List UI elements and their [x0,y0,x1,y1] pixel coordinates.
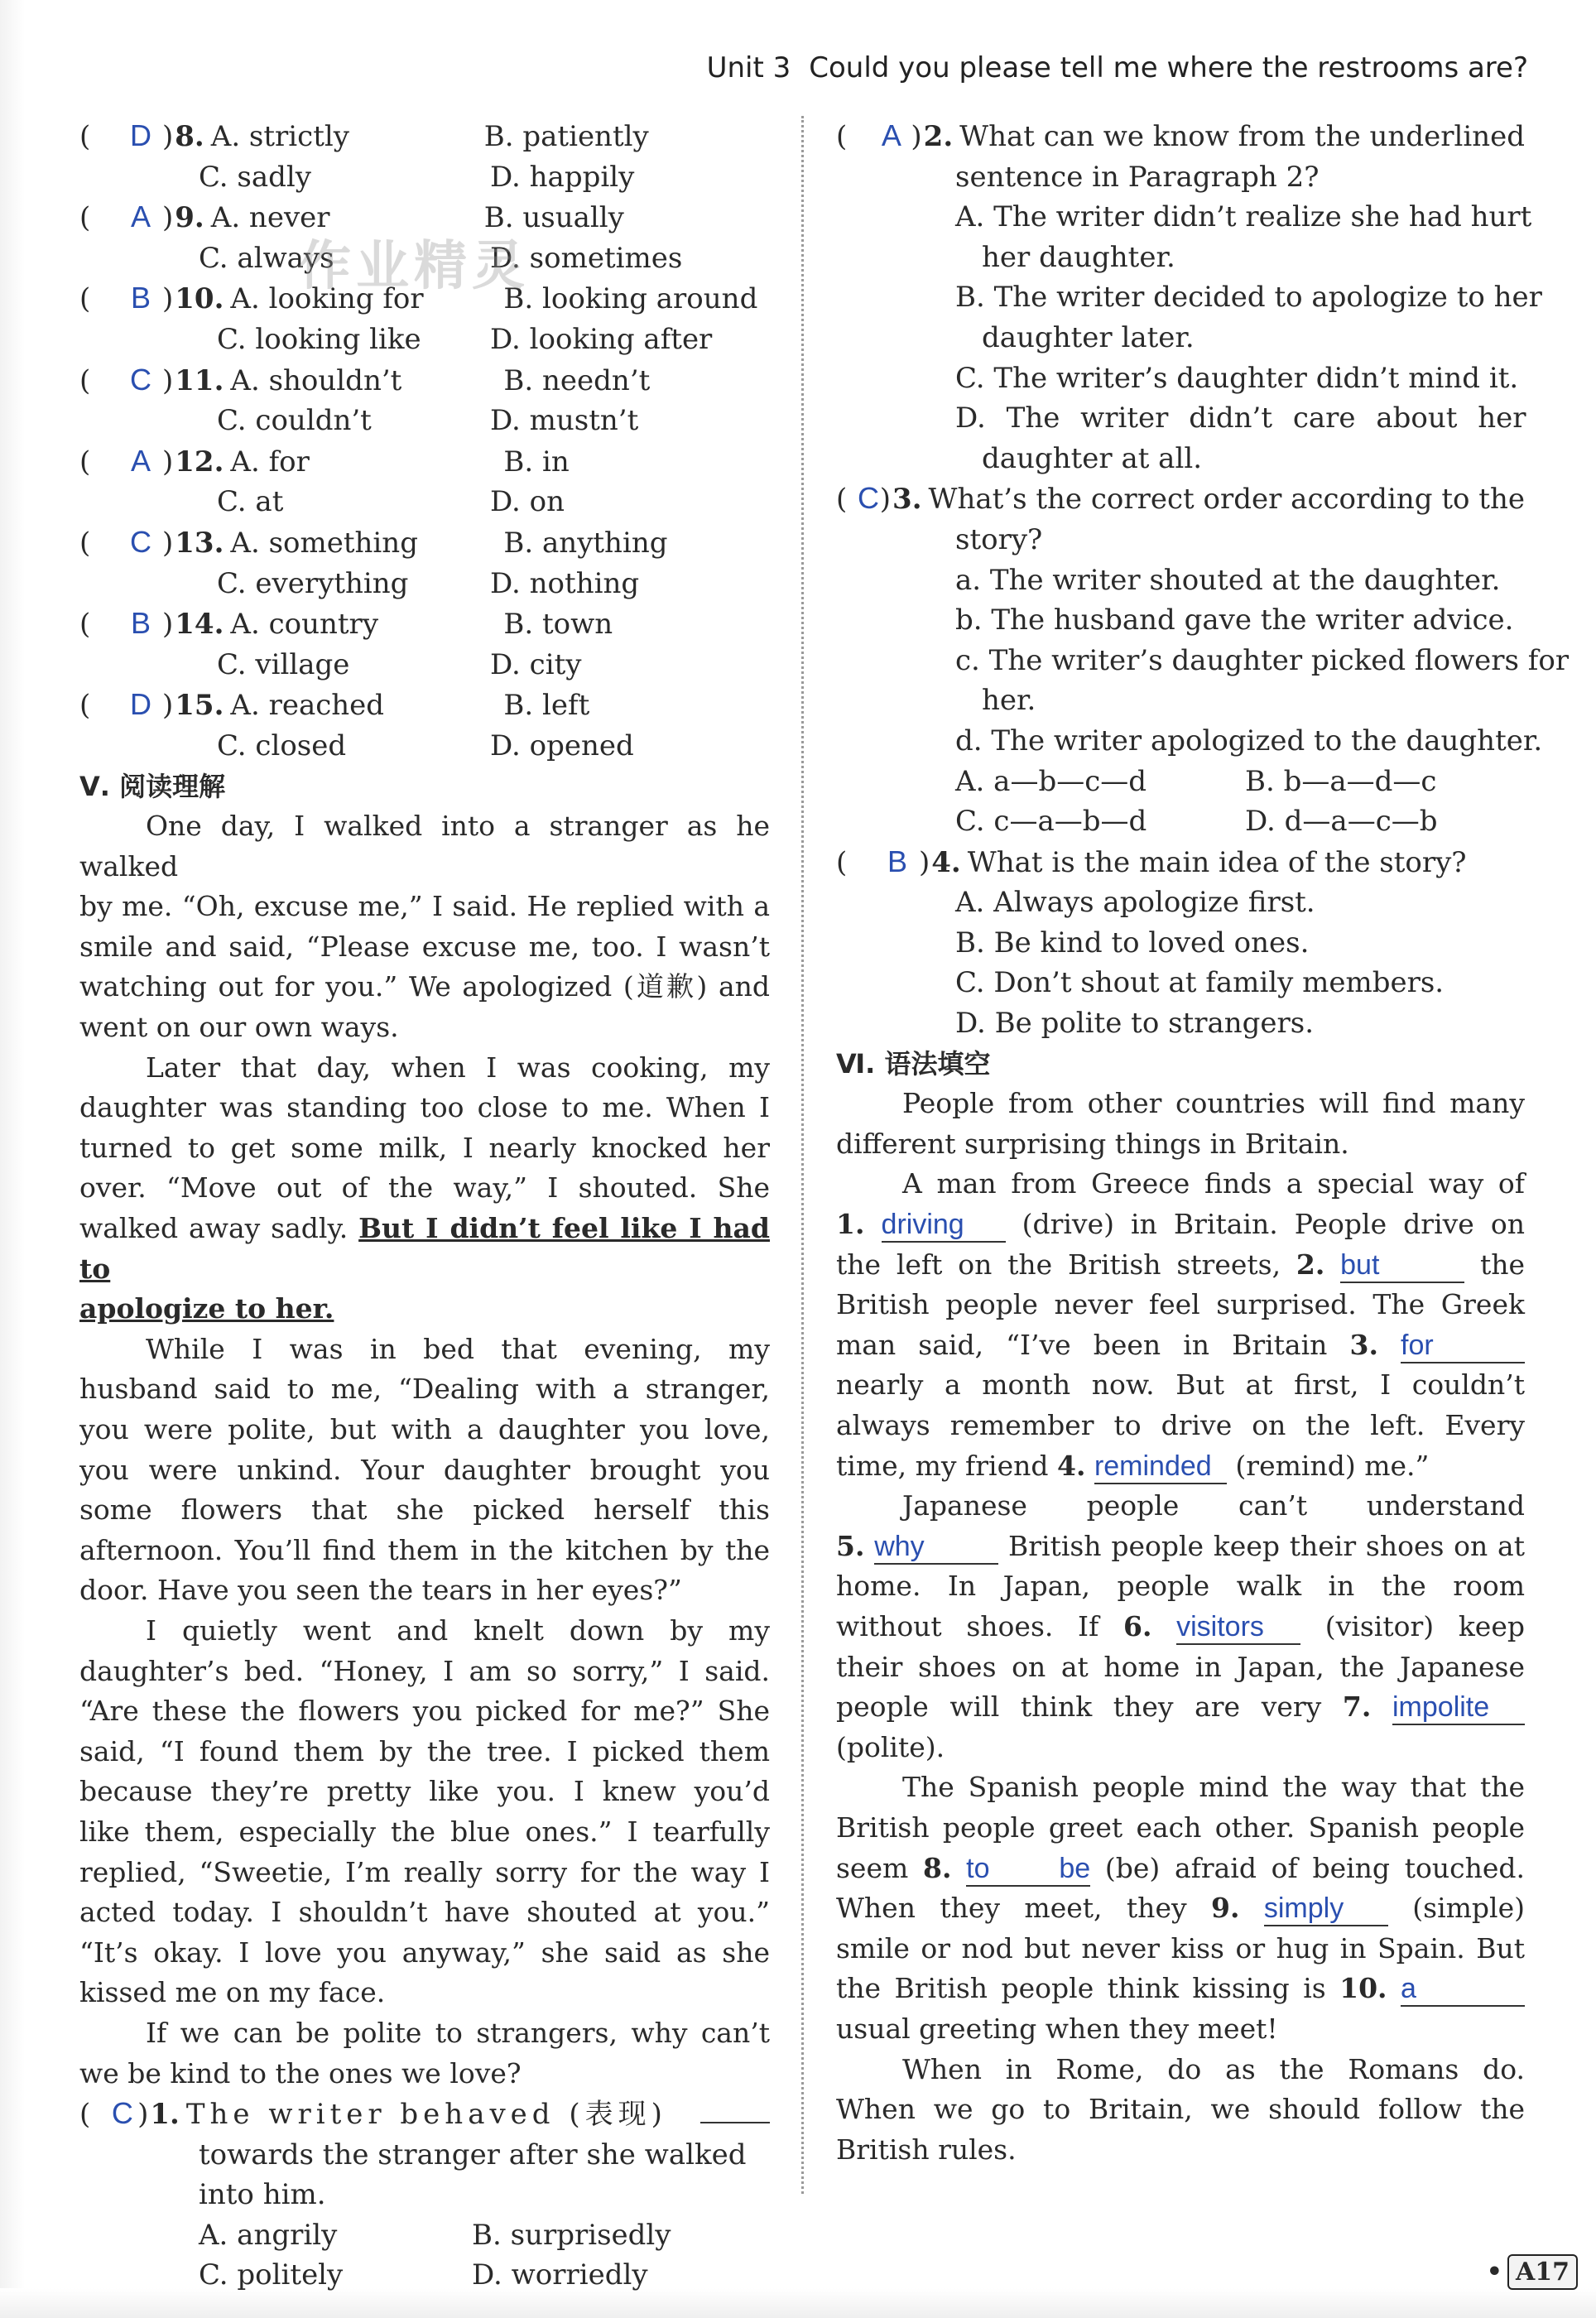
grammar-section-title: Ⅵ. 语法填空 [836,1047,991,1080]
answer-mark: B [130,606,151,641]
text-line: “It’s okay. I love you anyway,” she said as she [79,1936,770,1969]
answer-mark: A [130,200,151,234]
text-line: British people never feel surprised. The Greek [836,1288,1525,1321]
option[interactable]: D. d—a—c—b [1245,805,1438,839]
text-line: because they’re pretty like you. I knew you’d [79,1775,770,1808]
answer-blank-5[interactable]: why [874,1530,998,1565]
text-line: If we can be polite to strangers, why can’t [146,2016,770,2049]
option[interactable]: A. The writer didn’t realize she had hurt [955,200,1532,234]
text-line: usual greeting when they meet! [836,2012,1278,2045]
text-line: daughter was standing too close to me. When I [79,1091,770,1124]
option[interactable]: A. for [230,445,310,479]
cloze-question: ( C ) 11. A. shouldn’t B. needn’t [79,360,770,402]
text-line: smile and said, “Please excuse me, too. I wasn’t [79,930,770,963]
cloze-question: ( A ) 9. A. never B. usually [79,197,770,238]
option[interactable]: D. opened [490,729,634,762]
option[interactable]: D. Be polite to strangers. [955,1007,1315,1041]
question-text: What can we know from the underlined [959,120,1525,153]
text-line: you were unkind. Your daughter brought you [79,1453,770,1486]
cloze-options-row [79,157,770,198]
cloze-question: ( D ) 8. A. strictly B. patiently [79,116,770,157]
option[interactable]: D. mustn’t [490,404,639,438]
option[interactable]: B. left [503,689,590,723]
text-line: said, “I found them by the tree. I picked them [79,1734,770,1767]
text-line: husband said to me, “Dealing with a stranger, [79,1373,770,1406]
order-item: a. The writer shouted at the daughter. [955,563,1501,597]
text-line: The Spanish people mind the way that the [902,1771,1525,1804]
question-number: 15. [175,689,224,723]
reading-question-4 [836,842,1525,1044]
text-line: door. Have you seen the tears in her eyes?” [79,1574,682,1607]
cloze-question: ( D ) 15. A. reached B. left [79,685,770,726]
option: daughter at all. [982,441,1203,475]
text-line: their shoes on at home in Japan, the Japanese [836,1650,1525,1683]
option[interactable]: C. always [199,241,334,275]
option[interactable]: C. everything [217,566,409,600]
answer-mark: B [887,844,907,878]
answer-mark: C [130,362,151,397]
option[interactable]: A. something [230,526,418,560]
reading-paragraph-5 [79,2013,770,2094]
option[interactable]: C. sadly [199,160,311,194]
option[interactable]: B. anything [503,526,668,560]
text-line: kissed me on my face. [79,1976,386,2009]
answer-mark: D [130,687,151,722]
text-line: smile or nod but never kiss or hug in Spain. But [836,1931,1525,1965]
text-line: British rules. [836,2133,1017,2166]
text-line: over. “Move out of the way,” I shouted. She [79,1171,770,1205]
text-line: acted today. I shouldn’t have shouted at you.” [79,1896,770,1929]
option[interactable]: C. The writer’s daughter didn’t mind it. [955,361,1519,395]
question-number: 12. [175,445,224,479]
text-line: home. In Japan, people walk in the room [836,1570,1525,1603]
question-text: The writer behaved (表现) [185,2098,667,2132]
text-line: without shoes. If 6. visitors (visitor) keep [836,1607,1525,1647]
text-line: When they meet, they 9. simply (simple) [836,1888,1525,1929]
answer-mark: C [130,524,151,559]
question-stem: ( C ) 1. The writer behaved (表现) [79,2094,770,2135]
question-stem: ( B ) 4. What is the main idea of the story? [836,842,1525,883]
option[interactable]: C. village [217,647,350,681]
option[interactable]: A. country [230,608,379,642]
cloze-options-row [79,320,770,360]
question-number: 11. [175,363,224,397]
option[interactable]: B. usually [483,201,624,235]
cloze-question: ( A ) 12. A. for B. in [79,441,770,483]
cloze-question: ( C ) 13. A. something B. anything [79,522,770,564]
unit-label: Unit 3 [706,51,791,84]
option[interactable]: D. The writer didn’t care about her [955,402,1526,435]
question-text: towards the stranger after she walked [199,2138,747,2171]
cloze-options-row [79,726,770,767]
text-line: the left on the British streets, 2. but the [836,1245,1525,1286]
text-line: by me. “Oh, excuse me,” I said. He replied with a [79,890,770,923]
answer-blank-10[interactable]: a [1401,1972,1525,2007]
text-line: time, my friend 4. reminded (remind) me.” [836,1446,1525,1487]
reading-paragraph-4 [79,1611,770,2013]
answer-mark: C [111,2096,133,2131]
answer-blank-1[interactable]: driving [882,1208,1006,1243]
underlined-sentence: But I didn’t feel like I had to [79,1212,770,1285]
text-line: I quietly went and knelt down by my [146,1613,770,1647]
option[interactable]: C. c—a—b—d [955,805,1147,839]
cloze-options-row [79,482,770,522]
answer-mark: B [130,281,151,315]
option[interactable]: A. looking for [230,282,424,316]
text-line: When in Rome, do as the Romans do. [902,2052,1525,2085]
option[interactable]: A. angrily [199,2218,338,2252]
question-text: What’s the correct order according to the [928,483,1525,517]
answer-blank-8[interactable]: to be [966,1852,1090,1887]
option[interactable]: A. strictly [210,120,349,153]
question-text: story? [955,522,1043,556]
option[interactable]: A. shouldn’t [230,363,402,397]
cloze-options-row [79,564,770,604]
reading-question-2 [836,116,1542,479]
option[interactable]: D. happily [490,160,635,194]
option[interactable]: B. needn’t [503,363,651,397]
text-line: afternoon. You’ll find them in the kitchen by the [79,1533,770,1566]
cloze-question: ( B ) 10. A. looking for B. looking around [79,278,770,320]
question-number: 14. [175,608,224,642]
page-number: • A17 [1487,2254,1578,2290]
option[interactable]: D. sometimes [490,241,683,275]
text-line: like them, especially the blue ones.” I tearfully [79,1815,770,1848]
text-line: British people greet each other. Spanish people [836,1811,1525,1844]
question-number: 9. [175,201,204,235]
reading-question-3 [836,479,1570,841]
cloze-options-row [79,401,770,441]
text-line: people will think they are very 7. impolite [836,1687,1525,1728]
text-line: seem 8. to be (be) afraid of being touched. [836,1849,1525,1889]
question-text: sentence in Paragraph 2? [955,160,1320,194]
order-item: d. The writer apologized to the daughter. [955,724,1543,757]
scan-edge-left [0,0,25,2318]
option[interactable]: D. nothing [490,566,640,600]
reading-question-1 [79,2094,770,2296]
text-line: Later that day, when I was cooking, my [146,1051,770,1084]
text-line: you were polite, but with a daughter you love, [79,1413,770,1445]
text-line: the British people think kissing is 10. a [836,1969,1525,2009]
text-line: When we go to Britain, we should follow the [836,2093,1525,2126]
option[interactable]: B. looking around [503,282,758,316]
answer-mark: C [858,481,880,516]
question-stem: ( C ) 3. What’s the correct order according to the [836,479,1525,520]
text-line: watching out for you.” We apologized (道歉) and [79,970,770,1003]
answer-blank-6[interactable]: visitors [1176,1610,1300,1645]
cloze-question: ( B ) 14. A. country B. town [79,604,770,645]
text-line: always remember to drive on the left. Every [836,1409,1525,1441]
question-number: 3. [892,483,922,517]
option[interactable]: D. city [490,647,582,681]
question-stem: ( A ) 2. What can we know from the underlined [836,116,1525,157]
question-number: 8. [175,120,204,153]
question-text: into him. [199,2178,326,2212]
option[interactable]: C. couldn’t [217,404,372,438]
option: her daughter. [982,240,1175,274]
text-line: replied, “Sweetie, I’m really sorry for the way I [79,1855,770,1888]
order-item: c. The writer’s daughter picked flowers for [955,643,1570,677]
text-line: some flowers that she picked herself this [79,1493,770,1527]
reading-paragraph-2 [79,1048,770,1330]
text-line: man said, “I’ve been in Britain 3. for [836,1325,1525,1366]
reading-paragraph-3 [79,1330,770,1611]
option[interactable]: C. politely [199,2258,344,2292]
page-header [707,51,1528,84]
reading-section-title: Ⅴ. 阅读理解 [79,770,226,802]
answer-blank-7[interactable]: impolite [1392,1690,1525,1725]
text-line: While I was in bed that evening, my [146,1332,770,1365]
text-line: People from other countries will find many [902,1087,1525,1120]
option-row [836,762,1525,802]
grammar-passage [836,1084,1525,2170]
option[interactable]: B. patiently [483,120,649,153]
answer-blank-2[interactable]: but [1340,1248,1464,1283]
option[interactable]: A. a—b—c—d [955,764,1147,798]
question-number: 13. [175,526,224,560]
cloze-questions [79,116,770,767]
option-row [79,2215,770,2256]
text-line: Japanese people can’t understand [902,1489,1525,1522]
unit-title: Could you please tell me where the restrooms are? [809,51,1528,84]
text-line: “Are these the flowers you picked for me?” She [79,1695,770,1728]
cloze-options-row [79,645,770,685]
option[interactable]: B. The writer decided to apologize to her [955,281,1542,315]
text-line [79,1289,770,1330]
text-line: different surprising things in Britain. [836,1127,1349,1160]
option[interactable]: A. reached [230,689,385,723]
option[interactable]: C. closed [217,729,347,762]
option[interactable]: B. in [503,445,570,479]
order-item: b. The husband gave the writer advice. [955,604,1514,637]
text-line: A man from Greece finds a special way of [902,1167,1525,1200]
answer-mark: D [130,118,151,152]
option[interactable]: C. looking like [217,322,421,356]
answer-blank[interactable] [700,2122,770,2123]
watermark: 作业精灵 [298,236,530,297]
option[interactable]: B. surprisedly [472,2218,671,2252]
option[interactable]: A. Always apologize first. [955,886,1315,920]
option[interactable]: A. never [210,201,330,235]
answer-mark: A [881,118,901,152]
text-line: 1. driving (drive) in Britain. People drive on [836,1205,1525,1245]
order-item: her. [982,684,1036,718]
text-line: went on our own ways. [79,1011,399,1044]
option[interactable]: C. Don’t shout at family members. [955,966,1445,1000]
page-number-box: A17 [1507,2254,1578,2290]
text-line [79,1209,770,1289]
option: daughter later. [982,320,1195,354]
option-row [79,2255,770,2296]
option[interactable]: B. town [503,608,613,642]
option[interactable]: C. at [217,485,284,519]
text-line: (polite). [836,1730,945,1763]
answer-mark: A [130,443,151,478]
text-fragment: walked away sadly. [79,1212,349,1245]
text-line: turned to get some milk, I nearly knocked her [79,1131,770,1164]
option[interactable]: D. worriedly [472,2258,648,2292]
text-line: 5. why British people keep their shoes on at [836,1527,1525,1567]
right-column [836,116,1570,2170]
text-line: nearly a month now. But at first, I couldn’t [836,1368,1525,1402]
question-number: 1. [150,2098,180,2132]
text-line: daughter’s bed. “Honey, I am so sorry,” I said. [79,1654,770,1687]
answer-blank-3[interactable]: for [1401,1329,1525,1363]
answer-blank-9[interactable]: simply [1264,1892,1388,1926]
column-divider [801,116,804,2194]
question-number: 2. [923,120,954,153]
text-line: One day, I walked into a stranger as he walked [79,810,770,882]
underlined-sentence: apologize to her. [79,1292,334,1325]
text-line: we be kind to the ones we love? [79,2056,522,2090]
left-column [79,116,770,2296]
option[interactable]: B. Be kind to loved ones. [955,926,1310,959]
answer-blank-4[interactable]: reminded [1094,1450,1227,1484]
option[interactable]: D. looking after [490,322,713,356]
reading-paragraph-1 [79,806,770,1048]
question-text: What is the main idea of the story? [967,845,1467,879]
question-number: 10. [175,282,224,316]
option[interactable]: D. on [490,485,565,519]
option[interactable]: B. b—a—d—c [1245,764,1437,798]
question-number: 4. [931,845,961,879]
option-row [836,801,1525,842]
